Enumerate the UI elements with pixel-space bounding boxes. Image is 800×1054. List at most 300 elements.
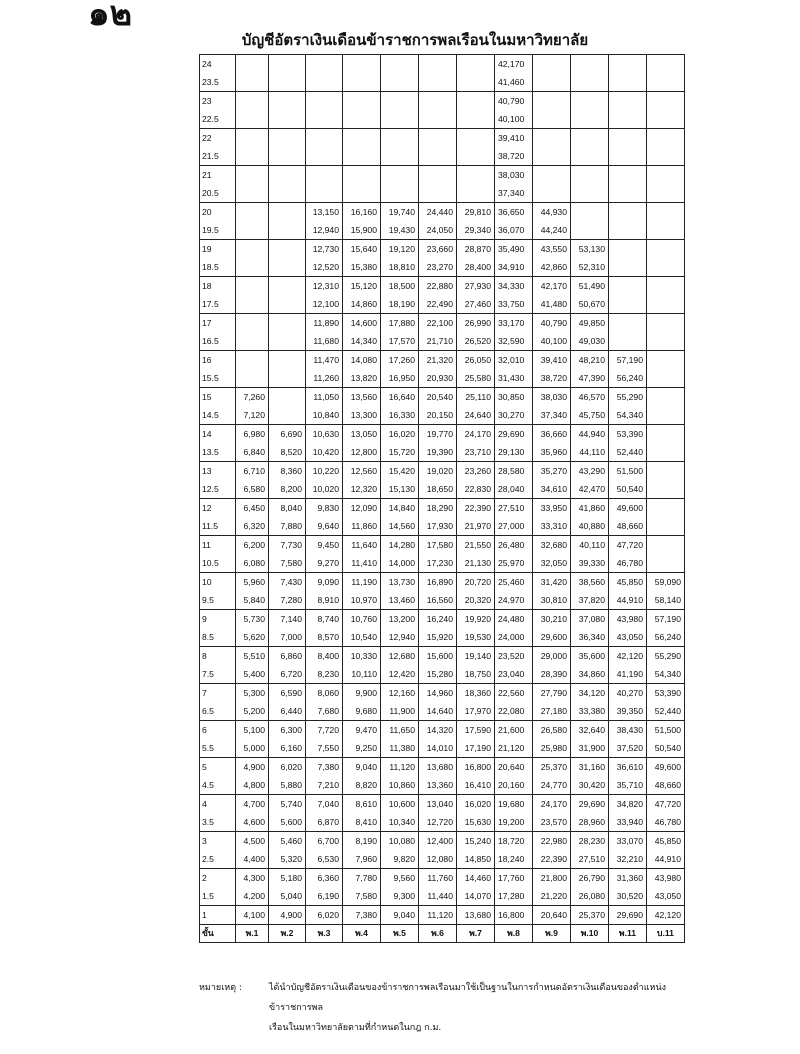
step-level-cell: 21 <box>200 166 236 185</box>
salary-cell <box>647 517 685 536</box>
salary-cell: 12,940 <box>381 628 419 647</box>
salary-cell: 12,680 <box>381 647 419 666</box>
salary-cell: 15,900 <box>343 221 381 240</box>
salary-cell: 15,380 <box>343 258 381 277</box>
table-row <box>200 277 685 296</box>
salary-cell: 57,190 <box>647 610 685 629</box>
salary-cell: 45,850 <box>647 832 685 851</box>
salary-cell: 20,930 <box>419 369 457 388</box>
salary-cell <box>609 203 647 222</box>
salary-cell <box>533 92 571 111</box>
salary-cell: 15,920 <box>419 628 457 647</box>
salary-cell: 17,280 <box>495 887 533 906</box>
salary-cell: 7,960 <box>343 850 381 869</box>
salary-cell <box>343 184 381 203</box>
salary-cell: 7,380 <box>306 758 343 777</box>
salary-cell: 44,940 <box>571 425 609 444</box>
salary-cell: 19,530 <box>457 628 495 647</box>
salary-cell <box>647 73 685 92</box>
salary-cell: 30,850 <box>495 388 533 407</box>
salary-cell <box>647 129 685 148</box>
salary-cell: 30,210 <box>533 610 571 629</box>
salary-cell: 38,030 <box>533 388 571 407</box>
step-level-cell: 9.5 <box>200 591 236 610</box>
salary-cell <box>647 55 685 74</box>
salary-cell: 16,160 <box>343 203 381 222</box>
salary-cell: 49,850 <box>571 314 609 333</box>
salary-cell: 19,740 <box>381 203 419 222</box>
salary-cell <box>236 314 269 333</box>
table-row <box>200 702 685 721</box>
salary-cell: 39,330 <box>571 554 609 573</box>
salary-cell: 42,170 <box>495 55 533 74</box>
table-row <box>200 295 685 314</box>
step-level-cell: 1 <box>200 906 236 925</box>
salary-cell: 47,720 <box>647 795 685 814</box>
salary-cell: 12,400 <box>419 832 457 851</box>
salary-cell <box>533 55 571 74</box>
salary-cell: 13,680 <box>419 758 457 777</box>
salary-cell <box>306 92 343 111</box>
salary-cell: 27,000 <box>495 517 533 536</box>
salary-cell: 16,890 <box>419 573 457 592</box>
salary-cell: 15,640 <box>343 240 381 259</box>
salary-cell: 23,710 <box>457 443 495 462</box>
salary-cell: 28,390 <box>533 665 571 684</box>
salary-cell: 24,050 <box>419 221 457 240</box>
salary-cell: 9,040 <box>343 758 381 777</box>
step-level-cell: 13.5 <box>200 443 236 462</box>
salary-cell <box>269 203 306 222</box>
salary-cell: 30,810 <box>533 591 571 610</box>
salary-cell: 13,050 <box>343 425 381 444</box>
salary-cell: 32,640 <box>571 721 609 740</box>
salary-cell: 23,260 <box>457 462 495 481</box>
salary-cell: 18,720 <box>495 832 533 851</box>
salary-cell: 52,310 <box>571 258 609 277</box>
salary-cell: 11,890 <box>306 314 343 333</box>
salary-cell: 11,260 <box>306 369 343 388</box>
salary-cell: 50,540 <box>647 739 685 758</box>
salary-cell: 10,760 <box>343 610 381 629</box>
page-number: ๑๒ <box>88 0 132 34</box>
salary-cell: 40,790 <box>533 314 571 333</box>
salary-cell: 49,600 <box>609 499 647 518</box>
salary-cell: 45,850 <box>609 573 647 592</box>
salary-cell: 38,430 <box>609 721 647 740</box>
salary-cell: 36,610 <box>609 758 647 777</box>
salary-cell: 24,970 <box>495 591 533 610</box>
salary-cell: 18,190 <box>381 295 419 314</box>
salary-cell: 24,000 <box>495 628 533 647</box>
step-level-cell: 18 <box>200 277 236 296</box>
salary-cell: 10,600 <box>381 795 419 814</box>
salary-cell: 12,160 <box>381 684 419 703</box>
salary-cell: 32,210 <box>609 850 647 869</box>
salary-cell: 19,200 <box>495 813 533 832</box>
salary-cell: 7,280 <box>269 591 306 610</box>
salary-cell: 18,500 <box>381 277 419 296</box>
salary-cell: 6,980 <box>236 425 269 444</box>
salary-cell: 28,040 <box>495 480 533 499</box>
salary-cell: 6,690 <box>269 425 306 444</box>
salary-cell <box>269 92 306 111</box>
salary-cell <box>647 147 685 166</box>
salary-cell: 20,320 <box>457 591 495 610</box>
salary-cell: 16,020 <box>381 425 419 444</box>
salary-cell <box>306 55 343 74</box>
salary-cell: 7,680 <box>306 702 343 721</box>
salary-cell <box>236 129 269 148</box>
salary-cell: 10,340 <box>381 813 419 832</box>
salary-cell <box>647 443 685 462</box>
salary-cell <box>647 388 685 407</box>
salary-cell: 23,040 <box>495 665 533 684</box>
salary-cell <box>343 147 381 166</box>
salary-cell <box>647 258 685 277</box>
salary-cell <box>647 536 685 555</box>
salary-cell <box>457 92 495 111</box>
table-row <box>200 129 685 148</box>
salary-cell: 15,130 <box>381 480 419 499</box>
salary-cell: 35,960 <box>533 443 571 462</box>
salary-cell: 25,370 <box>533 758 571 777</box>
table-row <box>200 554 685 573</box>
salary-cell: 44,930 <box>533 203 571 222</box>
salary-cell <box>609 147 647 166</box>
table-row <box>200 184 685 203</box>
salary-cell: 53,390 <box>647 684 685 703</box>
salary-cell: 31,360 <box>609 869 647 888</box>
step-level-cell: 19 <box>200 240 236 259</box>
salary-cell <box>343 166 381 185</box>
salary-cell: 17,970 <box>457 702 495 721</box>
salary-cell: 24,640 <box>457 406 495 425</box>
salary-cell: 5,840 <box>236 591 269 610</box>
salary-cell <box>609 240 647 259</box>
salary-cell: 17,590 <box>457 721 495 740</box>
salary-cell <box>236 369 269 388</box>
salary-cell: 12,520 <box>306 258 343 277</box>
salary-cell: 50,670 <box>571 295 609 314</box>
salary-cell <box>457 110 495 129</box>
salary-cell: 36,070 <box>495 221 533 240</box>
salary-cell: 16,410 <box>457 776 495 795</box>
salary-cell: 34,860 <box>571 665 609 684</box>
salary-cell: 4,900 <box>269 906 306 925</box>
salary-cell: 11,470 <box>306 351 343 370</box>
salary-cell <box>533 73 571 92</box>
salary-cell: 24,170 <box>533 795 571 814</box>
salary-cell: 11,640 <box>343 536 381 555</box>
salary-cell: 44,910 <box>647 850 685 869</box>
salary-cell <box>571 110 609 129</box>
table-row <box>200 147 685 166</box>
salary-cell: 29,690 <box>571 795 609 814</box>
salary-cell <box>609 277 647 296</box>
salary-cell: 40,100 <box>533 332 571 351</box>
salary-cell: 5,320 <box>269 850 306 869</box>
salary-cell: 40,880 <box>571 517 609 536</box>
header-grade-label: พ.1 <box>236 925 269 943</box>
salary-cell <box>269 258 306 277</box>
salary-cell: 24,770 <box>533 776 571 795</box>
table-row <box>200 166 685 185</box>
salary-cell: 15,280 <box>419 665 457 684</box>
salary-cell: 14,010 <box>419 739 457 758</box>
salary-cell: 26,580 <box>533 721 571 740</box>
salary-cell: 21,130 <box>457 554 495 573</box>
salary-cell <box>609 295 647 314</box>
salary-cell: 9,560 <box>381 869 419 888</box>
salary-cell: 16,020 <box>457 795 495 814</box>
salary-cell <box>419 184 457 203</box>
salary-cell <box>419 110 457 129</box>
salary-cell <box>306 129 343 148</box>
salary-cell: 43,050 <box>609 628 647 647</box>
salary-cell: 23,520 <box>495 647 533 666</box>
table-row <box>200 517 685 536</box>
salary-cell: 29,690 <box>609 906 647 925</box>
salary-cell: 31,420 <box>533 573 571 592</box>
salary-cell: 52,440 <box>647 702 685 721</box>
salary-cell: 18,810 <box>381 258 419 277</box>
salary-cell: 38,720 <box>495 147 533 166</box>
salary-cell: 6,190 <box>306 887 343 906</box>
salary-cell: 41,860 <box>571 499 609 518</box>
salary-cell: 28,870 <box>457 240 495 259</box>
salary-cell <box>236 332 269 351</box>
step-level-cell: 22 <box>200 129 236 148</box>
salary-cell <box>236 73 269 92</box>
salary-cell: 26,990 <box>457 314 495 333</box>
salary-cell: 11,380 <box>381 739 419 758</box>
salary-cell <box>533 184 571 203</box>
salary-cell: 57,190 <box>609 351 647 370</box>
salary-cell: 36,650 <box>495 203 533 222</box>
salary-cell: 10,840 <box>306 406 343 425</box>
salary-cell: 7,580 <box>269 554 306 573</box>
salary-cell: 4,300 <box>236 869 269 888</box>
salary-cell: 6,200 <box>236 536 269 555</box>
salary-cell: 8,200 <box>269 480 306 499</box>
salary-cell <box>236 55 269 74</box>
salary-cell <box>647 499 685 518</box>
salary-cell: 5,400 <box>236 665 269 684</box>
salary-cell: 13,200 <box>381 610 419 629</box>
salary-cell <box>269 166 306 185</box>
table-row <box>200 665 685 684</box>
salary-cell: 10,860 <box>381 776 419 795</box>
table-row <box>200 813 685 832</box>
salary-cell: 21,220 <box>533 887 571 906</box>
step-level-cell: 9 <box>200 610 236 629</box>
salary-cell: 18,290 <box>419 499 457 518</box>
salary-cell: 4,100 <box>236 906 269 925</box>
salary-cell: 49,600 <box>647 758 685 777</box>
salary-cell: 46,570 <box>571 388 609 407</box>
salary-cell <box>533 110 571 129</box>
salary-cell: 51,500 <box>647 721 685 740</box>
salary-cell: 26,790 <box>571 869 609 888</box>
salary-cell: 13,680 <box>457 906 495 925</box>
salary-cell <box>609 221 647 240</box>
salary-cell <box>457 55 495 74</box>
salary-cell <box>533 166 571 185</box>
salary-cell: 22,880 <box>419 277 457 296</box>
salary-cell: 28,230 <box>571 832 609 851</box>
salary-cell: 15,240 <box>457 832 495 851</box>
salary-cell: 46,780 <box>647 813 685 832</box>
salary-cell: 11,650 <box>381 721 419 740</box>
salary-table <box>199 54 685 943</box>
salary-cell <box>609 314 647 333</box>
salary-cell: 34,910 <box>495 258 533 277</box>
table-row <box>200 351 685 370</box>
salary-cell: 5,460 <box>269 832 306 851</box>
salary-cell: 6,720 <box>269 665 306 684</box>
salary-cell <box>647 406 685 425</box>
salary-cell <box>269 147 306 166</box>
salary-cell <box>269 369 306 388</box>
salary-cell: 6,360 <box>306 869 343 888</box>
salary-cell <box>381 129 419 148</box>
step-level-cell: 11.5 <box>200 517 236 536</box>
salary-cell <box>571 55 609 74</box>
salary-cell: 12,090 <box>343 499 381 518</box>
salary-cell: 39,350 <box>609 702 647 721</box>
salary-cell <box>306 184 343 203</box>
salary-cell <box>457 129 495 148</box>
salary-cell: 51,490 <box>571 277 609 296</box>
footnote-line-1: ได้นำบัญชีอัตราเงินเดือนของข้าราชการพลเรือนมาใช้เป็นฐานในการกำหนดอัตราเงินเดือนของตำแหน่งข้าราชการพล <box>269 983 667 1013</box>
salary-cell <box>419 129 457 148</box>
salary-cell: 14,460 <box>457 869 495 888</box>
salary-cell: 17,580 <box>419 536 457 555</box>
salary-cell: 33,940 <box>609 813 647 832</box>
salary-cell: 7,120 <box>236 406 269 425</box>
salary-cell: 19,120 <box>381 240 419 259</box>
salary-cell: 5,620 <box>236 628 269 647</box>
salary-cell: 38,030 <box>495 166 533 185</box>
salary-cell: 30,270 <box>495 406 533 425</box>
salary-cell <box>269 351 306 370</box>
salary-cell: 7,380 <box>343 906 381 925</box>
salary-cell <box>571 73 609 92</box>
salary-cell: 5,300 <box>236 684 269 703</box>
step-level-cell: 8 <box>200 647 236 666</box>
step-level-cell: 13 <box>200 462 236 481</box>
step-level-cell: 7.5 <box>200 665 236 684</box>
salary-cell <box>647 240 685 259</box>
step-level-cell: 22.5 <box>200 110 236 129</box>
salary-cell: 10,420 <box>306 443 343 462</box>
salary-cell: 10,220 <box>306 462 343 481</box>
salary-cell <box>647 203 685 222</box>
salary-cell: 31,430 <box>495 369 533 388</box>
salary-cell: 6,870 <box>306 813 343 832</box>
salary-cell: 14,640 <box>419 702 457 721</box>
salary-cell: 33,750 <box>495 295 533 314</box>
salary-cell: 11,900 <box>381 702 419 721</box>
salary-cell: 11,120 <box>381 758 419 777</box>
salary-cell <box>647 166 685 185</box>
salary-cell: 9,900 <box>343 684 381 703</box>
salary-cell: 29,600 <box>533 628 571 647</box>
salary-cell: 34,120 <box>571 684 609 703</box>
salary-cell: 42,860 <box>533 258 571 277</box>
salary-cell: 44,910 <box>609 591 647 610</box>
salary-cell <box>269 314 306 333</box>
table-row <box>200 406 685 425</box>
salary-cell: 25,970 <box>495 554 533 573</box>
salary-cell: 7,000 <box>269 628 306 647</box>
salary-cell: 25,110 <box>457 388 495 407</box>
salary-cell: 8,410 <box>343 813 381 832</box>
salary-cell <box>343 129 381 148</box>
salary-cell: 8,360 <box>269 462 306 481</box>
salary-cell: 7,780 <box>343 869 381 888</box>
salary-cell: 40,270 <box>609 684 647 703</box>
salary-cell: 22,560 <box>495 684 533 703</box>
step-level-cell: 23 <box>200 92 236 111</box>
salary-cell: 7,550 <box>306 739 343 758</box>
salary-cell: 14,850 <box>457 850 495 869</box>
salary-cell: 27,790 <box>533 684 571 703</box>
salary-cell: 32,590 <box>495 332 533 351</box>
salary-cell: 5,100 <box>236 721 269 740</box>
salary-cell <box>571 166 609 185</box>
salary-cell: 29,000 <box>533 647 571 666</box>
salary-cell <box>647 184 685 203</box>
salary-cell: 48,660 <box>609 517 647 536</box>
salary-cell: 22,080 <box>495 702 533 721</box>
salary-cell: 46,780 <box>609 554 647 573</box>
salary-cell: 36,340 <box>571 628 609 647</box>
salary-cell: 12,420 <box>381 665 419 684</box>
salary-cell: 22,980 <box>533 832 571 851</box>
step-level-cell: 5.5 <box>200 739 236 758</box>
salary-cell: 21,710 <box>419 332 457 351</box>
salary-cell: 27,180 <box>533 702 571 721</box>
salary-cell: 25,980 <box>533 739 571 758</box>
salary-cell: 54,340 <box>609 406 647 425</box>
salary-cell <box>533 129 571 148</box>
salary-cell: 9,040 <box>381 906 419 925</box>
salary-cell: 12,310 <box>306 277 343 296</box>
salary-cell: 32,680 <box>533 536 571 555</box>
table-row <box>200 110 685 129</box>
salary-cell <box>533 147 571 166</box>
table-row <box>200 73 685 92</box>
step-level-cell: 10 <box>200 573 236 592</box>
salary-cell: 42,120 <box>647 906 685 925</box>
salary-cell: 11,190 <box>343 573 381 592</box>
table-row <box>200 610 685 629</box>
salary-cell: 14,080 <box>343 351 381 370</box>
salary-cell: 21,600 <box>495 721 533 740</box>
salary-cell: 18,650 <box>419 480 457 499</box>
salary-cell: 44,240 <box>533 221 571 240</box>
salary-cell: 41,460 <box>495 73 533 92</box>
salary-cell <box>381 55 419 74</box>
salary-cell: 33,170 <box>495 314 533 333</box>
salary-cell <box>609 92 647 111</box>
salary-cell: 53,390 <box>609 425 647 444</box>
table-row <box>200 721 685 740</box>
salary-cell <box>381 166 419 185</box>
salary-cell: 29,690 <box>495 425 533 444</box>
